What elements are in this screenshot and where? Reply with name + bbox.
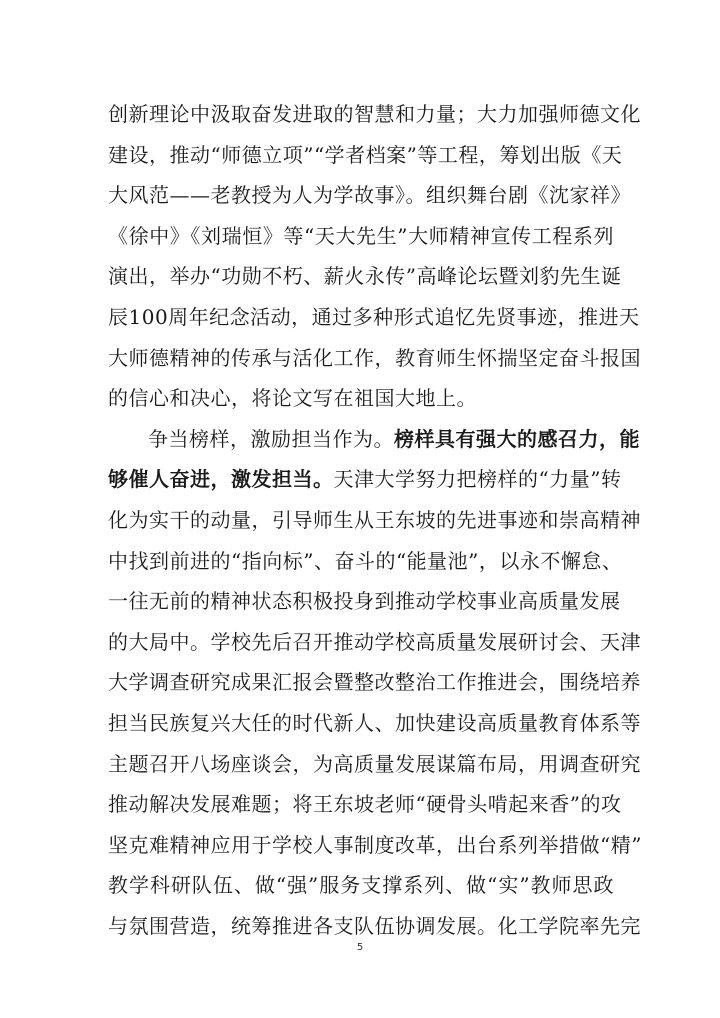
text-segment: 一往无前的精神状态积极投身到推动学校事业高质量发展 [108, 589, 621, 614]
text-segment: 创新理论中汲取奋发进取的智慧和力量；大力加强师德文化 [108, 102, 641, 126]
text-segment: 教学科研队伍、做“强”服务支撑系列、做“实”教师思政 [108, 873, 614, 898]
text-line [108, 662, 641, 703]
text-line [108, 784, 622, 825]
body-text [108, 94, 642, 946]
text-line [108, 459, 622, 500]
text-segment: 大师德精神的传承与活化工作，教育师生怀揣坚定奋斗报国 [108, 345, 641, 370]
text-segment: 担当民族复兴大任的时代新人、加快建设高质量教育体系等 [108, 710, 641, 735]
text-line [108, 744, 641, 785]
text-segment: 与氛围营造，统筹推进各支队伍协调发展。化工学院率先完 [108, 913, 641, 938]
text-segment: 推动解决发展难题；将王东坡老师“硬骨头啃起来香”的攻 [108, 792, 622, 817]
text-line [108, 94, 641, 135]
bold-text-segment: 榜样具有强大的感召力，能 [394, 426, 640, 451]
text-line [108, 500, 641, 541]
text-segment: 坚克难精神应用于学校人事制度改革，出台系列举措做“精” [108, 832, 642, 857]
text-line [108, 297, 640, 338]
text-line [108, 825, 642, 866]
text-segment: 争当榜样，激励担当作为。 [148, 426, 394, 451]
text-line [108, 865, 614, 906]
text-segment: 大风范——老教授为人为学故事》。组织舞台剧《沈家祥》 [108, 183, 631, 208]
text-segment: 演出，举办“功勋不朽、薪火永传”高峰论坛暨刘豹先生诞 [108, 264, 622, 289]
text-segment: 大学调查研究成果汇报会暨整改整治工作推进会，围绕培养 [108, 670, 641, 695]
text-segment: 中找到前进的“指向标”、奋斗的“能量池”，以永不懈怠、 [108, 548, 623, 573]
text-segment: 建设，推动“师德立项”“学者档案”等工程，筹划出版《天 [108, 142, 623, 167]
text-segment: 化为实干的动量，引导师生从王东坡的先进事迹和崇高精神 [108, 507, 641, 532]
text-line [108, 378, 614, 419]
text-line [108, 175, 631, 216]
text-segment: 《徐中》《刘瑞恒》等“天大先生”大师精神宣传工程系列 [108, 223, 614, 248]
text-segment: 的大局中。学校先后召开推动学校高质量发展研讨会、天津 [108, 629, 641, 654]
text-line [108, 419, 640, 460]
text-segment: 的信心和决心，将论文写在祖国大地上。 [108, 386, 477, 411]
text-segment: 天津大学努力把榜样的“力量”转 [333, 467, 622, 492]
page-number: 5 [356, 942, 364, 953]
text-line [108, 622, 641, 663]
text-line [108, 256, 622, 297]
text-line [108, 703, 641, 744]
text-line [108, 581, 621, 622]
text-line [108, 135, 623, 176]
text-segment: 辰100周年纪念活动，通过多种形式追忆先贤事迹，推进天 [108, 304, 640, 329]
text-line [108, 216, 614, 257]
text-line [108, 906, 641, 947]
text-segment: 主题召开八场座谈会，为高质量发展谋篇布局，用调查研究 [108, 751, 641, 776]
bold-text-segment: 够催人奋进，激发担当。 [108, 467, 334, 492]
text-line [108, 338, 641, 379]
text-line [108, 541, 623, 582]
